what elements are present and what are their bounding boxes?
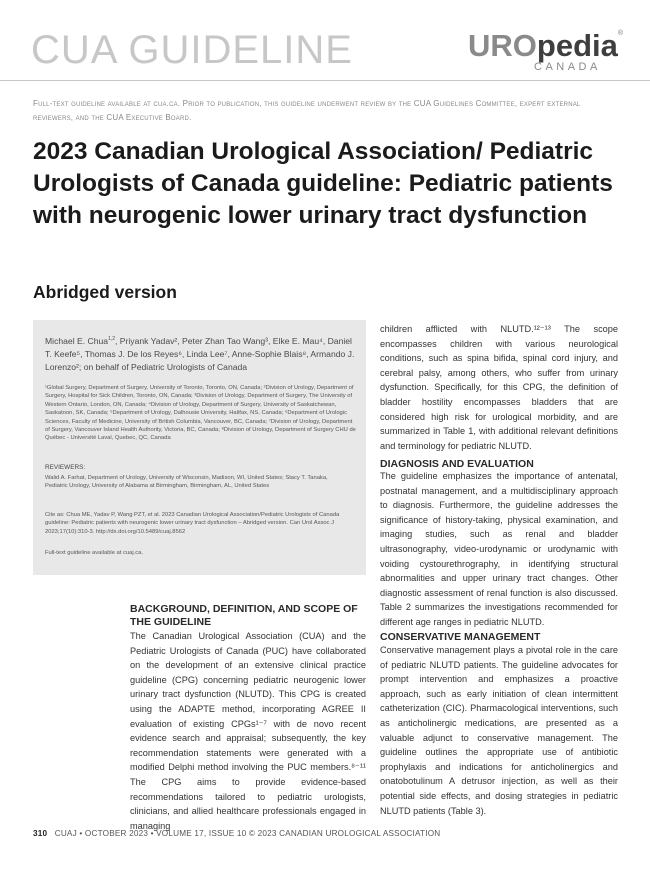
section-heading-background: BACKGROUND, DEFINITION, AND SCOPE OF THE GUIDELINE [130, 603, 358, 628]
section-heading-conservative: CONSERVATIVE MANAGEMENT [380, 631, 541, 643]
first-author: Michael E. Chua [45, 336, 109, 346]
section-body-conservative: Conservative management plays a pivotal role in the care of pediatric NLUTD patients. The guideline advocates for prompt intervention and emphasizes a proactive approach, such as early initiation of clean intermittent catheterization (CIC). Pharmacological interventions, such as anticholinergic medications, are presented as a valuable adjunct to conservative management. The guideline outlines the appropriate use of antibiotic prophylaxis and indications for anticholinergics and onatobotulinum A detrusor injection, as well as their potential side effects, and dosing strategies in pediatric NLUTD patients (Table 3). [380, 645, 618, 816]
section-body-continued: children afflicted with NLUTD.¹²⁻¹³ The scope encompasses children with various neurological conditions, such as spina bifida, spinal cord injury, and cerebral palsy, among others, who suffer from urinary dysfunction. Specifically, for this CPG, the definition of bladder hostility encompasses bladders that are considered high risk for urological morbidity, and are summarized in Table 1, with additional relevant definitions and terminology for pediatric NLUTD. [380, 324, 618, 451]
logo-pedia-text: pedia [536, 28, 618, 63]
availability-note: Full-text guideline available at cua.ca. Prior to publication, this guideline underwent review by the CUA Guidelines Committee, expert external reviewers, and the CUA Executive Board. [33, 99, 581, 122]
section-body-background: The Canadian Urological Association (CUA) and the Pediatric Urologists of Canada (PUC) have collaborated on the development of an extensive clinical practice guideline (CPG) concerning pediatric neurogenic lower urinary tract dysfunction (NLUTD). This CPG is created using the ADAPTE method, incorporating AGREE II evaluation of existing CPGs¹⁻⁷ with de novo recent evidence search and appraisal; subsequently, the key recommendation statements were generated with a modified Delphi method involving the PUC members.⁸⁻¹¹ The CPG aims to provide evidence-based recommendations tailored to pediatric urologists, clinicians, and allied healthcare professionals engaged in managing [130, 631, 366, 831]
first-author-affil: 1,2 [108, 336, 116, 343]
section-body-diagnosis: The guideline emphasizes the importance of antenatal, postnatal management, and a multidisciplinary approach to diagnosis. Furthermore, the guideline addresses the significance of history-taking, physical examination, and imaging studies, such as renal and bladder ultrasonography, video-urodynamic or urodynamic with voiding cystourethrography, in identifying structural abnormalities and upper urinary tract changes. Other diagnostic assessment of renal function is also discussed. Table 2 summarizes the investigations recommended for different age ranges in pediatric NLUTD. [380, 471, 618, 627]
logo-uro-text: URO [468, 28, 537, 63]
article-title: 2023 Canadian Urological Association/ Pediatric Urologists of Canada guideline: Pediatric patients with neurogenic lower urinary tract dysfunction [33, 138, 613, 229]
page-footer [33, 829, 440, 838]
series-title: CUA GUIDELINE [31, 28, 353, 72]
reviewers-label: REVIEWERS: [45, 464, 86, 471]
affiliations: ¹Global Surgery, Department of Surgery, University of Toronto, Toronto, ON, Canada; ²Division of Urology, Department of Surgery, Hospital for Sick Children, Toronto, ON, Canada; ³Division of Urology, Department of Surgery, The University of Western Ontario, London, ON, Canada; ⁴Division of Urology, Department of Surgery, University of Saskatchewan, Saskatoon, SK, Canada; ⁵Department of Urology, Dalhousie University, Halifax, NS, Canada; ⁶Department of Urologic Sciences, Faculty of Medicine, University of British Columbia, Vancouver, BC, Canada; ⁷Division of Urology, Department of Surgery, Vancouver Island Health Authority, Victoria, BC, Canada; ⁸Division of Urology, Department of Surgery CHU de Québec - Université Laval, Quebec, QC, Canada [45, 385, 356, 442]
fulltext-link[interactable]: Full-text guideline available at cuaj.ca. [45, 550, 143, 556]
header-divider [0, 80, 650, 81]
journal-info: CUAJ • OCTOBER 2023 • VOLUME 17, ISSUE 10 © 2023 CANADIAN UROLOGICAL ASSOCIATION [54, 829, 441, 838]
section-heading-diagnosis: DIAGNOSIS AND EVALUATION [380, 458, 534, 470]
page-number: 310 [33, 829, 48, 838]
logo-country-text: CANADA [534, 61, 601, 73]
reviewers-text: Walid A. Farhat, Department of Urology, University of Wisconsin, Madison, WI, United States; Stacy T. Tanaka, Pediatric Urology, University of Alabama at Birmingham, Birmingham, AL, United States [45, 475, 328, 490]
registered-mark: ® [617, 30, 624, 37]
article-subtitle: Abridged version [33, 282, 177, 302]
uropedia-logo[interactable] [468, 30, 628, 74]
citation-text[interactable]: Cite as: Chua ME, Yadav P, Wang PZT, et al. 2023 Canadian Urological Association/Pediatric Urologists of Canada guideline: Pediatric patients with neurogenic lower urinary tract dysfunction – Abridged version. Can Urol Assoc J 2023;17(10):310-3. http://dx.doi.org/10.5489/cuaj.8562 [45, 512, 340, 535]
author-list [45, 335, 357, 374]
other-authors: , Priyank Yadav², Peter Zhan Tao Wang³, Elke E. Mau⁴, Daniel T. Keefe⁵, Thomas J. De los Reyes⁶, Linda Lee⁷, Anne-Sophie Blais⁸, Armando J. Lorenzo²; on behalf of Pediatric Urologists of Canada [45, 336, 355, 372]
